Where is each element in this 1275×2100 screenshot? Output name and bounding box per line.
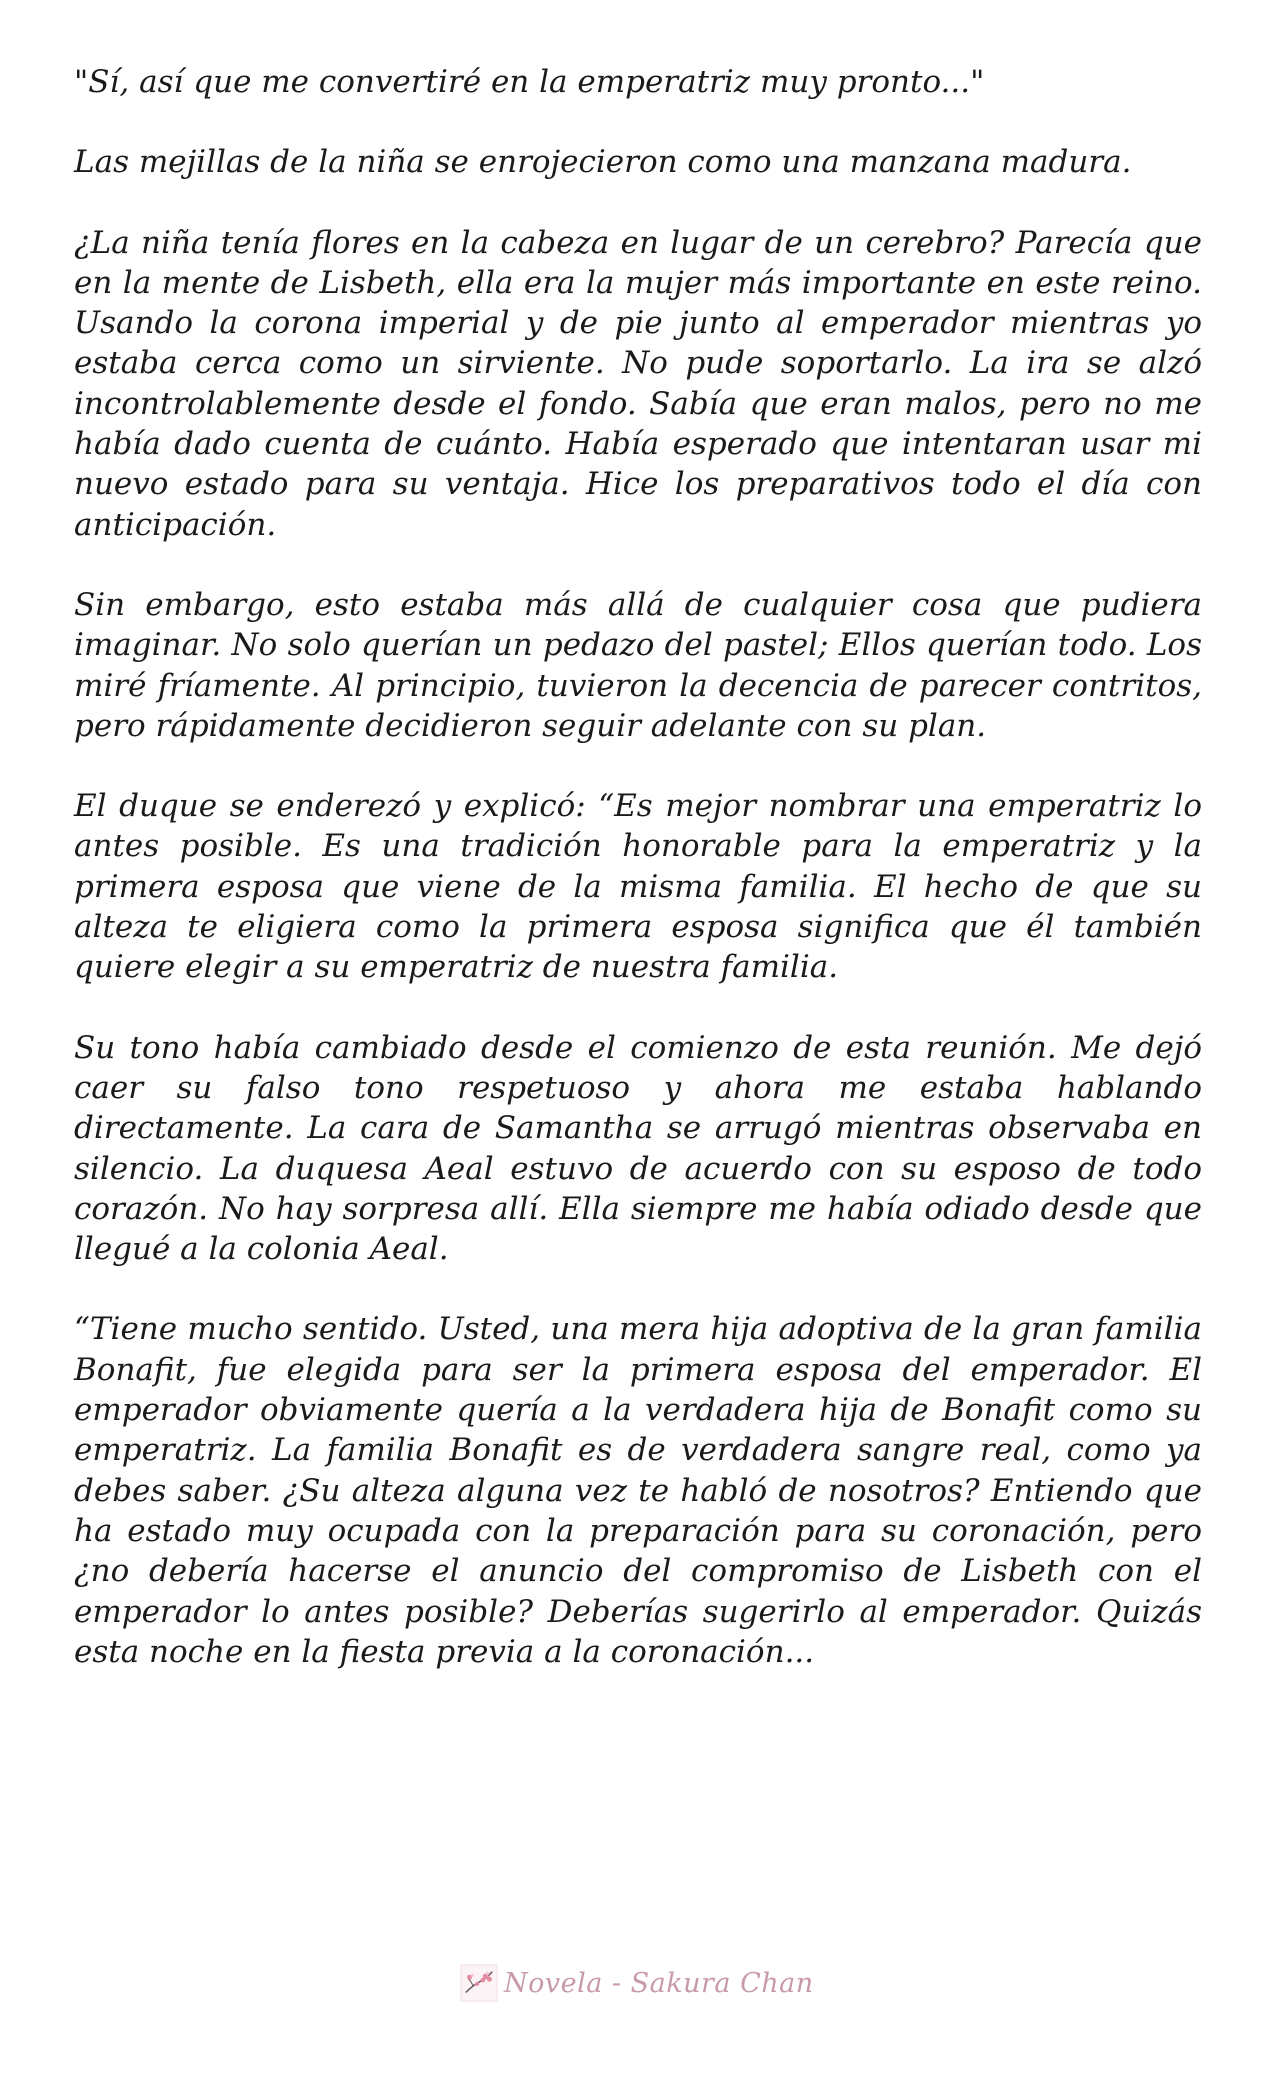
document-body bbox=[74, 62, 1202, 1712]
paragraph-6: Su tono había cambiado desde el comienzo de esta reunión. Me dejó caer su falso tono respetuoso y ahora me estaba hablando directamente. La cara de Samantha se arrugó mientras observaba en silencio. La duquesa Aeal estuvo de acuerdo con su esposo de todo corazón. No hay sorpresa allí. Ella siempre me había odiado desde que llegué a la colonia Aeal. bbox=[74, 1029, 1202, 1268]
paragraph-1: "Sí, así que me convertiré en la emperatriz muy pronto..." bbox=[74, 64, 985, 100]
paragraph-2: Las mejillas de la niña se enrojecieron como una manzana madura. bbox=[74, 144, 1132, 181]
paragraph-7: “Tiene mucho sentido. Usted, una mera hija adoptiva de la gran familia Bonafit, fue elegida para ser la primera esposa del emperador. El emperador obviamente quería a la verdadera hija de Bonafit como su emperatriz. La familia Bonafit es de verdadera sangre real, como ya debes saber. ¿Su alteza alguna vez te habló de nosotros? Entiendo que ha estado muy ocupada con la preparación para su coronación, pero ¿no debería hacerse el anuncio del compromiso de Lisbeth con el emperador lo antes posible? Deberías sugerirlo al emperador. Quizás esta noche en la fiesta previa a la coronación... bbox=[74, 1311, 1202, 1670]
footer-watermark bbox=[460, 1963, 814, 2003]
watermark-text: Novela - Sakura Chan bbox=[504, 1967, 814, 1999]
paragraph-5: El duque se enderezó y explicó: “Es mejor nombrar una emperatriz lo antes posible. Es una tradición honorable para la emperatriz y la primera esposa que viene de la misma familia. El hecho de que su alteza te eligiera como la primera esposa significa que él también quiere elegir a su emperatriz de nuestra familia. bbox=[74, 788, 1202, 986]
paragraph-4: Sin embargo, esto estaba más allá de cualquier cosa que pudiera imaginar. No solo querían un pedazo del pastel; Ellos querían todo. Los miré fríamente. Al principio, tuvieron la decencia de parecer contritos, pero rápidamente decidieron seguir adelante con su plan. bbox=[74, 586, 1202, 744]
paragraph-3: ¿La niña tenía flores en la cabeza en lugar de un cerebro? Parecía que en la mente de Lisbeth, ella era la mujer más importante en este reino. Usando la corona imperial y de pie junto al emperador mientras yo estaba cerca como un sirviente. No pude soportarlo. La ira se alzó incontrolablemente desde el fondo. Sabía que eran malos, pero no me había dado cuenta de cuánto. Había esperado que intentaran usar mi nuevo estado para su ventaja. Hice los preparativos todo el día con anticipación. bbox=[74, 224, 1202, 543]
sakura-blossom-icon bbox=[460, 1964, 498, 2002]
